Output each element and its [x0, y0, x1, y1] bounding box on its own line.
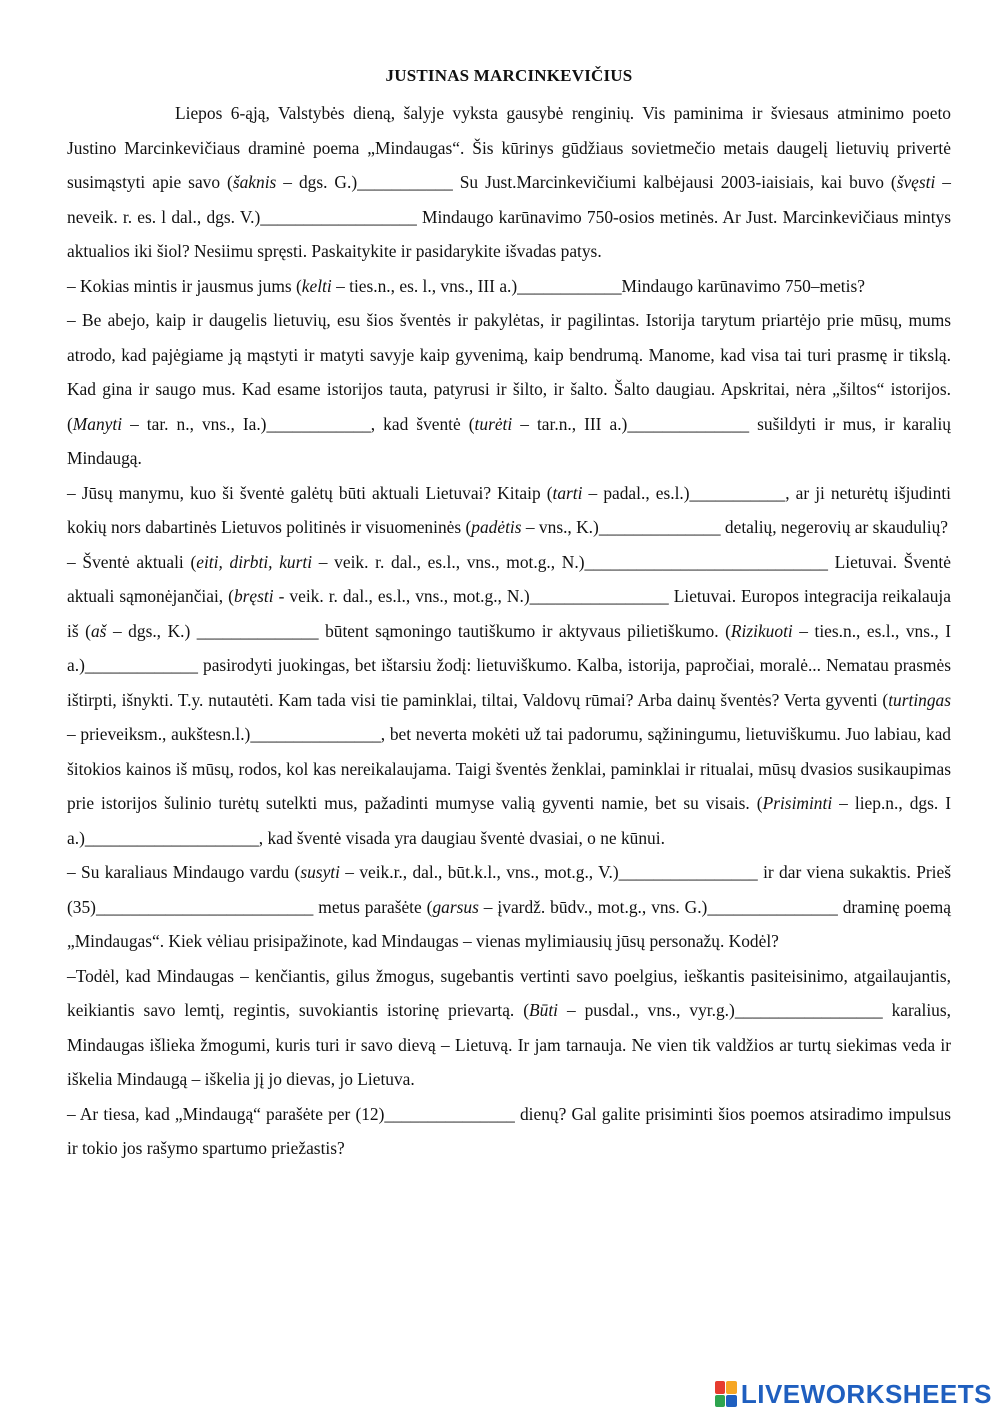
italic-term: Prisiminti [762, 793, 833, 813]
paragraph [67, 545, 951, 856]
text-run: – ties.n., es. l., vns., III a.)____________Mindaugo karūnavimo 750–metis? [331, 275, 865, 296]
paragraph [67, 959, 951, 1097]
italic-term: susyti [300, 862, 340, 882]
text-run: – pusdal., vns., vyr.g.)_________________ karalius, Mindaugas išlieka žmogumi, kuris turi ir savo dievą – Lietuvą. Ir jam tarnauja. Ne vien tik valdžios ar turtų siekimas veda ir iškelia Mindaugą – iškelia jį jo dievas, jo Lietuva. [67, 1000, 951, 1089]
text-run: – veik. r. dal., es.l., vns., mot.g., N.)____________________________ Lietuvai. Šventė aktuali sąmonėjančiai, ( [67, 551, 951, 606]
text-run: – dgs. G.)___________ Su Just.Marcinkevičiumi kalbėjausi 2003-iaisiais, kai buvo ( [276, 172, 897, 192]
paragraph [67, 855, 951, 959]
text-run: – Ar tiesa, kad „Mindaugą“ parašėte per (12)_______________ dienų? Gal galite prisiminti šios poemos atsiradimo impulsus ir tokio jos rašymo spartumo priežastis? [67, 1103, 951, 1158]
brand-text: LIVEWORKSHEETS [740, 1378, 992, 1409]
text-run: – tar.n., III a.)______________ sušildyti ir mus, ir karalių Mindaugą. [67, 413, 951, 468]
text-run: – Kokias mintis ir jausmus jums ( [67, 275, 302, 296]
liveworksheets-logo [715, 1379, 992, 1409]
text-run: – Jūsų manymu, kuo ši šventė galėtų būti aktuali Lietuvai? Kitaip ( [67, 482, 553, 503]
italic-term: aš [90, 620, 107, 641]
text-run: – veik.r., dal., būt.k.l., vns., mot.g., V.)________________ ir dar viena sukaktis. Prieš (35)_________________________ metus parašėte ( [67, 862, 951, 917]
italic-term: šaknis [232, 172, 277, 192]
paragraph [67, 96, 951, 269]
paragraph [67, 1097, 951, 1166]
text-run: – ties.n., es.l., vns., I a.)_____________ pasirodyti juokingas, bet ištarsiu žodį: lietuviškumo. Kalba, istorija, papročiai, moralė... Nematau prasmės ištirpti, išnykti. T.y. nutautėti. Kam tada visi tie paminklai, tiltai, Valdovų rūmai? Arba dainų šventės? Verta gyventi ( [67, 620, 952, 710]
text-run: - veik. r. dal., es.l., vns., mot.g., N.)________________ Lietuvai. Europos integracija reikalauja iš ( [67, 586, 951, 641]
italic-term: bręsti [233, 586, 274, 606]
italic-term: kelti [301, 275, 332, 296]
paragraph [67, 269, 951, 304]
document-body [67, 96, 951, 1166]
italic-term: eiti, dirbti, kurti [196, 551, 313, 572]
italic-term: garsus [432, 896, 479, 917]
text-run: – tar. n., vns., Ia.)____________, kad šventė ( [122, 413, 475, 434]
logo-squares-icon [715, 1381, 737, 1407]
worksheet-page [67, 62, 951, 1166]
text-run: – prieveiksm., aukštesn.l.)_______________, bet neverta mokėti už tai padorumu, sąžiningumu, lietuviškumu. Juo labiau, kad šitokios kainos iš mūsų, rodos, kol kas nereikalaujama. Taigi šventės ženklai, paminklai ir ritualai, mūsų dvasios susikaupimas prie istorijos šulinio turėtų sutelkti mus, pažadinti mumyse valią gyventi namie, bet su visais. ( [67, 724, 951, 813]
italic-term: švęsti [896, 172, 936, 192]
document-title: JUSTINAS MARCINKEVIČIUS [385, 66, 633, 85]
italic-term: padėtis [471, 517, 522, 537]
italic-term: turtingas [888, 689, 951, 710]
text-run: – įvardž. būdv., mot.g., vns. G.)_______________ draminę poemą „Mindaugas“. Kiek vėliau prisipažinote, kad Mindaugas – vienas mylimiausių jūsų personažų. Kodėl? [67, 896, 951, 951]
paragraph [67, 303, 951, 476]
text-run: – vns., K.)______________ detalių, negerovių ar skaudulių? [521, 517, 949, 537]
text-run: Liepos 6-ąją, Valstybės dieną, šalyje vyksta gausybė renginių. Vis paminima ir šviesaus atminimo poeto Justino Marcinkevičiaus draminė poema „Mindaugas“. Šis kūrinys gūdžiaus sovietmečio metais daugelį lietuvių privertė susimąstyti apie savo ( [67, 103, 951, 192]
italic-term: Manyti [72, 413, 123, 434]
paragraph [67, 476, 951, 545]
italic-term: tarti [552, 482, 583, 503]
text-run: – Be abejo, kaip ir daugelis lietuvių, esu šios šventės ir pakylėtas, ir pagilintas. Istorija tarytum priartėjo prie mūsų, mums atrodo, kad pajėgiame ją mąstyti ir matyti savyje kaip gyvenimą, kaip bendrumą. Manome, kad visa tai turi prasmę ir tikslą. Kad gina ir saugo mus. Kad esame istorijos tauta, patyrusi ir šilto, ir šalto. Šalto daugiau. Apskritai, nėra „šiltos“ istorijos. ( [67, 310, 951, 434]
text-run: –Todėl, kad Mindaugas – kenčiantis, gilus žmogus, sugebantis vertinti savo poelgius, ieškantis pasiteisinimo, atgailaujantis, keikiantis savo lemtį, regintis, suvokiantis istorinę prievartą. ( [67, 965, 951, 1020]
text-run: – dgs., K.) ______________ būtent sąmoningo tautiškumo ir aktyvaus pilietiškumo. ( [106, 620, 731, 641]
text-run: – neveik. r. es. l dal., dgs. V.)__________________ Mindaugo karūnavimo 750-osios metinės. Ar Just. Marcinkevičiaus mintys aktualios iki šiol? Nesiimu spręsti. Paskaitykite ir pasidarykite išvadas patys. [67, 172, 951, 261]
text-run: – Šventė aktuali ( [67, 551, 197, 572]
text-run: – liep.n., dgs. I a.)____________________, kad šventė visada yra daugiau šventė dvasiai, o ne kūnui. [67, 793, 951, 848]
italic-term: Būti [529, 1000, 558, 1020]
text-run: – Su karaliaus Mindaugo vardu ( [67, 862, 301, 882]
italic-term: turėti [474, 413, 513, 434]
italic-term: Rizikuoti [730, 620, 793, 641]
text-run: – padal., es.l.)___________, ar ji neturėtų išjudinti kokių nors dabartinės Lietuvos politinės ir visuomeninės ( [67, 482, 951, 537]
